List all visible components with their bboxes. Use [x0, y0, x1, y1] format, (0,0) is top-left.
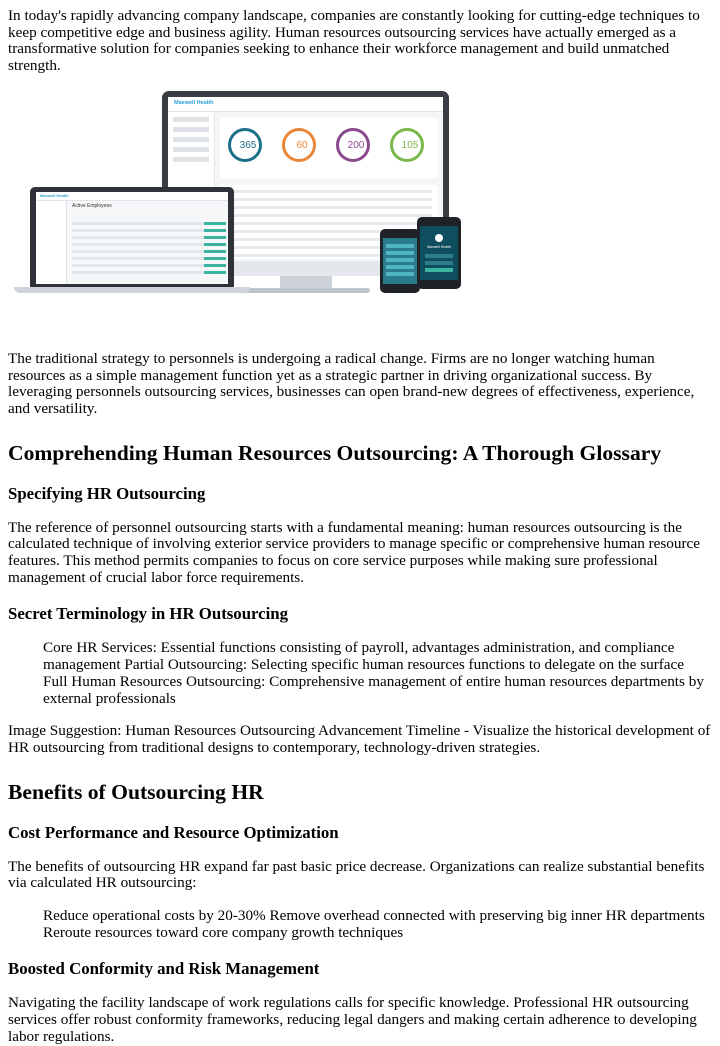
completed-value: 105: [401, 139, 419, 151]
heading-cost: Cost Performance and Resource Optimization: [8, 822, 339, 842]
paragraph-traditional-strategy: The traditional strategy to personnels is undergoing a radical change. Firms are no longer watching human resources as a simple management function yet as a strategic partner in driving organizational success. By leveraging personnels outsourcing services, businesses can open brand-new degrees of effectiveness, experience, and versatility.: [8, 349, 695, 417]
monitor-base: [242, 288, 370, 293]
blockquote-terminology: Core HR Services: Essential functions consisting of payroll, advantages administration, and compliance management Partial Outsourcing: Selecting specific human resources functions to delegate on the surface Full Human Resources Outsourcing: Comprehensive management of entire human resources departments by external professionals: [43, 639, 704, 707]
heading-terminology: Secret Terminology in HR Outsourcing: [8, 604, 289, 624]
heading-glossary: Comprehending Human Resources Outsourcing: A Thorough Glossary: [8, 440, 662, 465]
not-started-value: 60: [296, 139, 308, 151]
phone-left-screen: [383, 238, 417, 284]
active-ring: [228, 128, 262, 162]
dashboard-logo: Maxwell Health: [174, 99, 214, 106]
paragraph-cost: The benefits of outsourcing HR expand far past basic price decrease. Organizations can realize substantial benefits via calculated HR outsourcing:: [8, 857, 705, 892]
paragraph-conformity: Navigating the facility landscape of work regulations calls for specific knowledge. Professional HR outsourcing services offer robust conformity frameworks, reducing legal dangers and making certain adherence to developing labor regulations.: [8, 994, 697, 1045]
completed-ring: [390, 128, 424, 162]
laptop: [14, 187, 250, 295]
paragraph-specifying: The reference of personnel outsourcing starts with a fundamental meaning: human resources outsourcing is the calculated technique of involving exterior service providers to manage specific or comprehensive human resource features. This method permits companies to focus on core service purposes while making sure professional management of crucial labor force requirements.: [8, 518, 701, 586]
intro-paragraph: In today's rapidly advancing company landscape, companies are constantly looking for cutting-edge techniques to keep competitive edge and business agility. Human resources outsourcing services have actually emerged as a transformative solution for companies seeking to enhance their workforce management and build unmatched strength.: [8, 7, 700, 75]
hero-image-hr-dashboard-devices: [8, 91, 451, 331]
paragraph-image-suggestion: Image Suggestion: Human Resources Outsourcing Advancement Timeline - Visualize the historical development of HR outsourcing from traditional designs to contemporary, technology-driven strategies.: [8, 722, 711, 756]
phone-left: [380, 229, 420, 293]
laptop-logo: Maxwell Health: [40, 192, 69, 198]
heading-specifying: Specifying HR Outsourcing: [8, 483, 206, 503]
in-progress-value: 200: [347, 139, 365, 151]
not-started-ring: [282, 128, 316, 162]
phone-right-screen: [420, 226, 458, 280]
enrollment-progress-panel: [220, 118, 438, 178]
in-progress-ring: [336, 128, 370, 162]
phone-right: [417, 217, 461, 289]
dashboard-topbar: [168, 97, 443, 112]
laptop-base: [14, 287, 250, 293]
blockquote-cost: Reduce operational costs by 20-30% Remove overhead connected with preserving big inner HR departments Reroute resources toward core company growth techniques: [43, 907, 705, 941]
active-value: 365: [239, 139, 257, 151]
laptop-screen: [36, 192, 228, 284]
laptop-title: Active Employees: [72, 202, 112, 209]
phone-logo: Maxwell Health: [427, 244, 451, 249]
heading-conformity: Boosted Conformity and Risk Management: [8, 959, 320, 979]
monitor-stand: [280, 276, 332, 288]
heading-benefits: Benefits of Outsourcing HR: [8, 779, 264, 804]
